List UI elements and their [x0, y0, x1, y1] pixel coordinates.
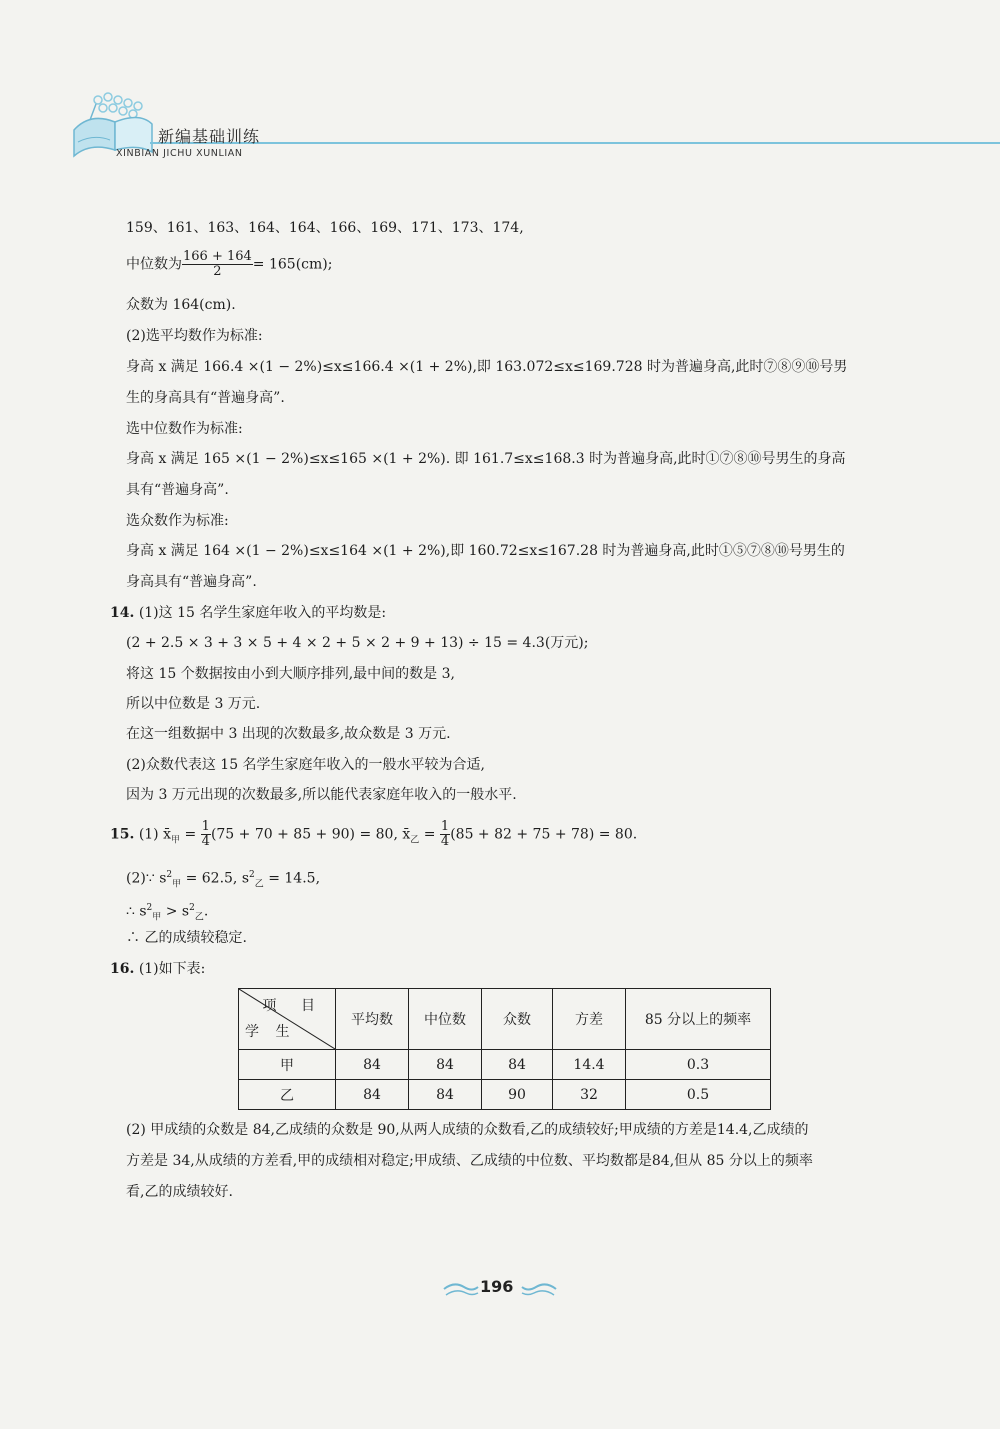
table-cell: 84 [336, 1050, 409, 1080]
question-16-line3: 方差是 34,从成绩的方差看,甲的成绩相对稳定;甲成绩、乙成绩的中位数、平均数都是84,但从 85 分以上的频率 [126, 1153, 813, 1169]
mean-yi-expression: (85 + 82 + 75 + 78) = 80. [450, 826, 638, 843]
equals-sign: = [423, 826, 436, 843]
fraction-denominator: 2 [213, 264, 222, 279]
mode-standard-line2: 身高具有“普遍身高”. [126, 574, 257, 590]
mean-jia-expression: (75 + 70 + 85 + 90) = 80, x̄ [210, 826, 411, 843]
question-number: 14. [110, 605, 135, 621]
variance-jia-symbol: (2)∵ s [126, 870, 167, 887]
table-cell: 0.5 [626, 1080, 771, 1110]
table-corner-cell [239, 989, 336, 1050]
mode-standard-heading: 选众数作为标准: [126, 513, 229, 529]
subscript-jia: 甲 [171, 835, 181, 846]
mean-jia-symbol: (1) x̄ [138, 826, 171, 843]
corner-top-label: 项 目 [262, 998, 325, 1014]
table-cell: 84 [482, 1050, 553, 1080]
page-number: 196 [480, 1277, 514, 1296]
subscript-jia: 甲 [172, 879, 182, 890]
fraction-numerator: 1 [440, 819, 450, 834]
quarter-fraction [440, 820, 450, 849]
subscript-yi: 乙 [410, 835, 420, 846]
question-16-line1 [110, 958, 205, 980]
book-title: 新编基础训练 [158, 127, 261, 146]
table-header-cell: 平均数 [336, 989, 409, 1050]
table-header-cell: 众数 [482, 989, 553, 1050]
table-cell: 乙 [239, 1080, 336, 1110]
table-header-row [239, 989, 771, 1050]
median-standard-heading: 选中位数作为标准: [126, 421, 243, 437]
sorted-heights-line: 159、161、163、164、164、166、169、171、173、174, [126, 220, 524, 236]
table-header-cell: 85 分以上的频率 [626, 989, 771, 1050]
question-15-line1 [110, 820, 637, 851]
variance-jia-value: = 62.5, s [185, 870, 250, 887]
question-14-line6: (2)众数代表这 15 名学生家庭年收入的一般水平较为合适, [126, 757, 485, 773]
table-cell: 90 [482, 1080, 553, 1110]
table-cell: 84 [336, 1080, 409, 1110]
equals-sign: = [184, 826, 197, 843]
mean-standard-line1: 身高 x 满足 166.4 ×(1 − 2%)≤x≤166.4 ×(1 + 2%),即 163.072≤x≤169.728 时为普遍身高,此时⑦⑧⑨⑩号男 [126, 359, 848, 375]
score-statistics-table [238, 988, 771, 1110]
question-15-conclusion: ∴ 乙的成绩较稳定. [126, 930, 247, 946]
corner-bottom-label: 学 生 [245, 1024, 296, 1040]
table-row [239, 1080, 771, 1110]
fraction-numerator: 166 + 164 [183, 249, 252, 264]
therefore-s: ∴ s [126, 903, 147, 920]
period: . [203, 903, 209, 920]
page-header [60, 90, 990, 170]
mode-line: 众数为 164(cm). [126, 297, 236, 313]
question-number: 15. [110, 826, 135, 843]
question-14-line2: (2 + 2.5 × 3 + 3 × 5 + 4 × 2 + 5 × 2 + 9 + 13) ÷ 15 = 4.3(万元); [126, 635, 589, 651]
median-label: 中位数为 [126, 256, 182, 273]
question-16-line2: (2) 甲成绩的众数是 84,乙成绩的众数是 90,从两人成绩的众数看,乙的成绩较好;甲成绩的方差是14.4,乙成绩的 [126, 1122, 809, 1138]
mean-standard-line2: 生的身高具有“普遍身高”. [126, 390, 285, 406]
median-result: = 165(cm); [252, 256, 333, 273]
subscript-jia: 甲 [152, 912, 162, 923]
table-cell: 84 [409, 1080, 482, 1110]
header-rule [150, 142, 1000, 144]
page-number-block [442, 1273, 558, 1303]
greater-than-s: > s [165, 903, 190, 920]
fraction-numerator: 1 [201, 819, 210, 834]
book-title-pinyin: XINBIAN JICHU XUNLIAN [116, 148, 243, 159]
fraction-denominator: 4 [440, 834, 450, 849]
question-16-text: (1)如下表: [138, 961, 206, 977]
question-15-variance-line: (2)∵ $s^2_甲 = 62.5$, $s^2_乙 = 14.5$, [126, 870, 321, 890]
fraction-denominator: 4 [201, 834, 210, 849]
question-15-compare-line: ∴ $s^2_甲 > s^2_乙$. [126, 903, 209, 923]
subscript-yi: 乙 [254, 879, 264, 890]
median-standard-line2: 具有“普遍身高”. [126, 482, 229, 498]
variance-yi-value: = 14.5, [268, 870, 321, 887]
question-14-line3: 将这 15 个数据按由小到大顺序排列,最中间的数是 3, [126, 666, 455, 682]
question-14-line7: 因为 3 万元出现的次数最多,所以能代表家庭年收入的一般水平. [126, 787, 517, 803]
mode-standard-line1: 身高 x 满足 164 ×(1 − 2%)≤x≤164 ×(1 + 2%),即 160.72≤x≤167.28 时为普遍身高,此时①⑤⑦⑧⑩号男生的 [126, 543, 845, 559]
table-cell: 14.4 [553, 1050, 626, 1080]
table-cell: 0.3 [626, 1050, 771, 1080]
table-cell: 84 [409, 1050, 482, 1080]
median-standard-line1: 身高 x 满足 165 ×(1 − 2%)≤x≤165 ×(1 + 2%). 即 161.7≤x≤168.3 时为普遍身高,此时①⑦⑧⑩号男生的身高 [126, 451, 846, 467]
question-14-line4: 所以中位数是 3 万元. [126, 696, 261, 712]
question-14-text: (1)这 15 名学生家庭年收入的平均数是: [138, 605, 387, 621]
table-row [239, 1050, 771, 1080]
table-cell: 甲 [239, 1050, 336, 1080]
question-16-line4: 看,乙的成绩较好. [126, 1184, 233, 1200]
mean-standard-heading: (2)选平均数作为标准: [126, 328, 263, 344]
subscript-yi: 乙 [194, 912, 204, 923]
question-14-line1 [110, 602, 386, 624]
table-header-cell: 中位数 [409, 989, 482, 1050]
table-cell: 32 [553, 1080, 626, 1110]
quarter-fraction [201, 820, 211, 849]
question-number: 16. [110, 961, 135, 977]
median-line [126, 250, 332, 279]
question-14-line5: 在这一组数据中 3 出现的次数最多,故众数是 3 万元. [126, 726, 451, 742]
median-fraction [182, 250, 253, 279]
table-header-cell: 方差 [553, 989, 626, 1050]
